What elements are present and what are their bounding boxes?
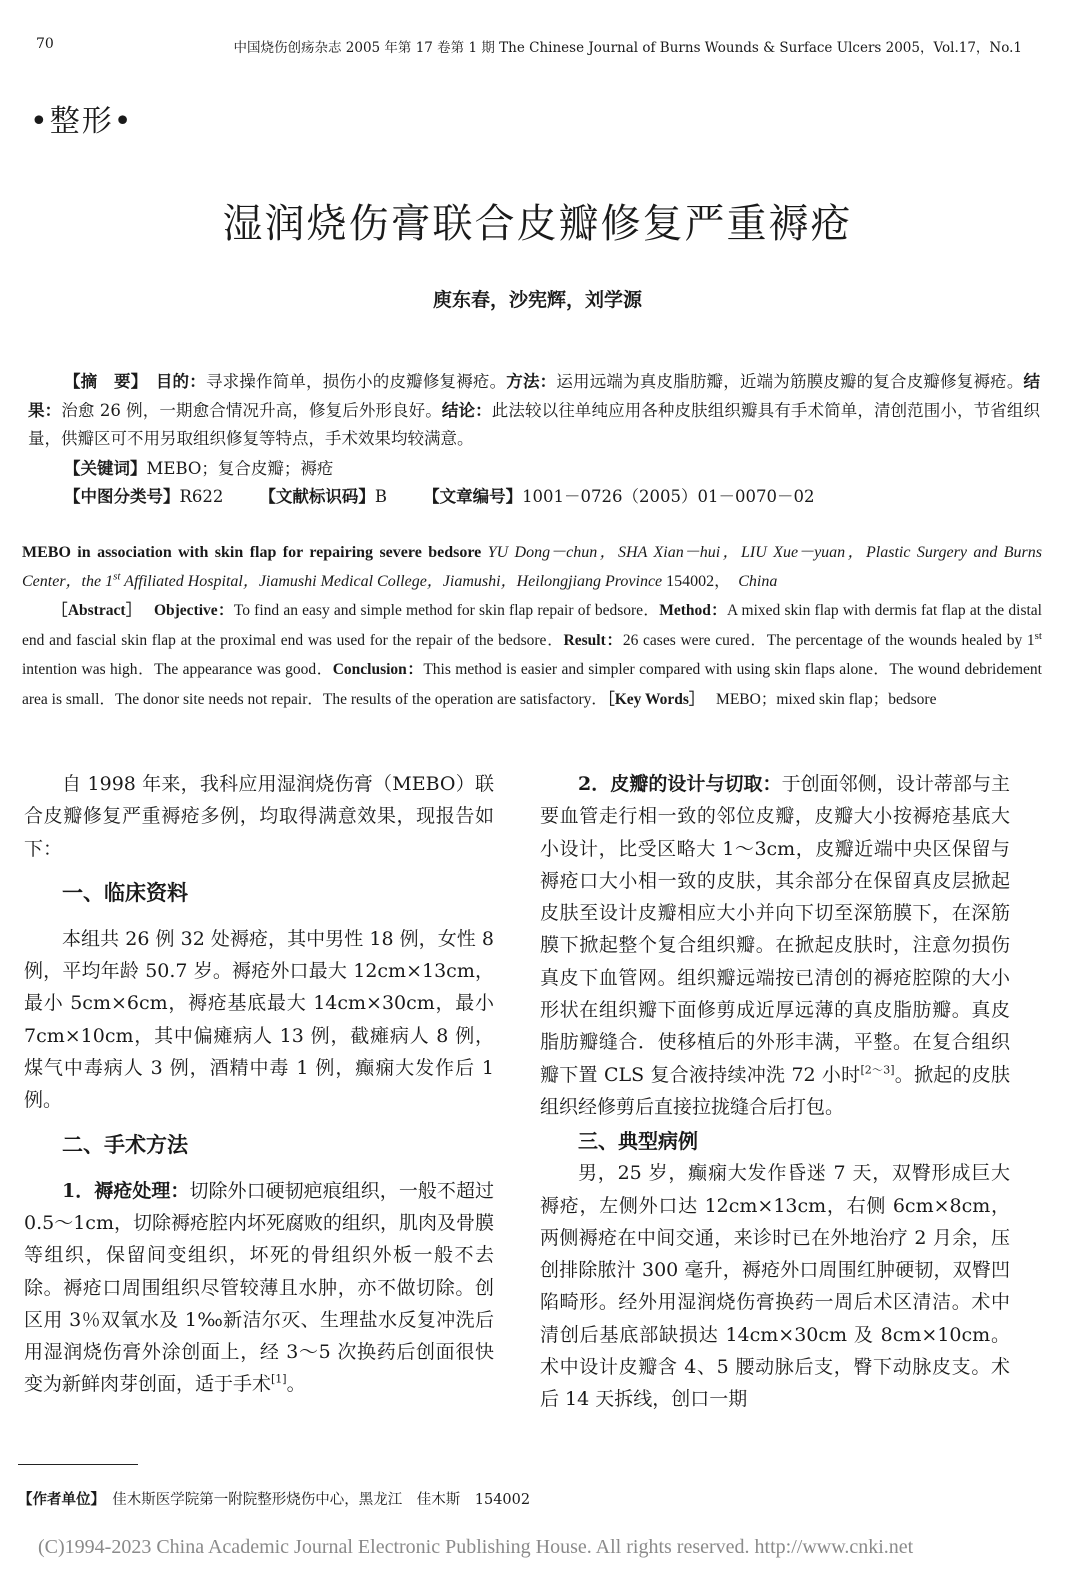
heading-clinical-data: 一、临床资料 [62, 879, 188, 905]
en-abstract-label: ［Abstract］ [52, 602, 134, 619]
footnote-text: 佳木斯医学院第一附院整形烧伤中心，黑龙江 佳木斯 154002 [112, 1492, 531, 1508]
result-label: 结果： [28, 372, 1041, 420]
classification-line [64, 483, 815, 507]
author-list: 庾东春，沙宪辉，刘学源 [432, 289, 642, 311]
clinical-data-paragraph: 本组共 26 例 32 处褥疮，其中男性 18 例，女性 8 例，平均年龄 50.7 岁。褥疮外口最大 12cm×13cm，最小 5cm×6cm，褥疮基底最大 14cm×30cm，最小 7cm×10cm，其中偏瘫病人 13 例，截瘫病人 8 例，煤气中毒病人 3 例，酒精中毒 1 例，癫痫大发作后 1 例。 [24, 927, 494, 1112]
en-objective-text: To find an easy and simple method for skin flap repair of bedsore． [233, 602, 660, 619]
clc-label: 【中图分类号】 [64, 487, 180, 506]
article-id-label: 【文章编号】 [423, 487, 523, 506]
english-title: MEBO in association with skin flap for repairing severe bedsore [22, 544, 482, 561]
heading-surgical-method: 二、手术方法 [62, 1131, 188, 1157]
flap-design-text-a: 于创面邻侧，设计蒂部与主要血管走行相一致的邻位皮瓣，皮瓣大小按褥疮基底大小设计，比受区略大 1～3cm，皮瓣近端中央区保留与褥疮口大小相一致的皮肤，其余部分在保留真皮层掀起皮肤至设计皮瓣相应大小并向下切至深筋膜下，在深筋膜下掀起整个复合组织瓣。在掀起皮肤时，注意勿损伤真皮下血管网。组织瓣远端按已清创的褥疮腔隙的大小形状在组织瓣下面修剪成近厚远薄的真皮脂肪瓣。真皮脂肪瓣缝合．使移植后的外形丰满，平整。在复合组织瓣下置 CLS 复合液持续冲洗 72 小时 [540, 773, 1010, 1086]
body-left-column [24, 768, 494, 1401]
citation-2-3: [2～3] [860, 1063, 895, 1077]
english-abstract [22, 596, 1042, 714]
footnote-rule [18, 1464, 138, 1465]
chinese-abstract [28, 368, 1040, 454]
doc-code-value: B [374, 487, 388, 506]
author-affiliation-footnote [18, 1488, 530, 1509]
en-result-text-b: intention was high．The appearance was good． [22, 661, 333, 678]
flap-design-text-b: 。掀起的皮肤组织经修剪后直接拉拢缝合后打包。 [540, 1063, 1010, 1118]
method-label: 方法： [506, 372, 557, 391]
en-method-label: Method： [659, 602, 728, 619]
en-result-text-a: 26 cases were cured．The percentage of the wounds healed by 1 [622, 631, 1035, 649]
en-keywords-text: MEBO；mixed skin flap；bedsore [716, 690, 937, 708]
english-affiliation-sup: st [113, 570, 121, 583]
english-affiliation-a: Plastic Surgery and Burns Center，the 1 [22, 544, 1043, 590]
english-affiliation-b: Affiliated Hospital，Jiamushi Medical College，Jiamushi，Heilongjiang Province [120, 573, 667, 590]
heading-typical-case: 三、典型病例 [578, 1129, 698, 1154]
english-country: China [738, 573, 778, 590]
bedsore-treatment-label: 1．褥疮处理： [62, 1179, 190, 1202]
typical-case-paragraph: 男，25 岁，癫痫大发作昏迷 7 天，双臀形成巨大褥疮，左侧外口达 12cm×13cm，右侧 6cm×8cm，两侧褥疮在中间交通，来诊时已在外地治疗 2 月余，压创排除脓汁 300 毫升，褥疮外口周围红肿硬韧，双臀凹陷畸形。经外用湿润烧伤膏换药一周后术区清洁。术中清创后基底部缺损达 14cm×30cm 及 8cm×10cm。术中设计皮瓣含 4、5 腰动脉后支，臀下动脉皮支。术后 14 天拆线，创口一期 [540, 1162, 1010, 1411]
bedsore-treatment-end: 。 [286, 1373, 306, 1396]
en-result-label: Result： [563, 631, 623, 649]
bedsore-treatment-text: 切除外口硬韧疤痕组织，一般不超过 0.5～1cm，切除褥疮腔内坏死腐败的组织，肌肉及骨膜等组织，保留间变组织，坏死的骨组织外板一般不去除。褥疮口周围组织尽管较薄且水肿，亦不做切除。创区用 3％双氧水及 1‰新洁尔灭、生理盐水反复冲洗后用湿润烧伤膏外涂创面上，经 3～5 次换药后创面很快变为新鲜肉芽创面，适于手术 [24, 1179, 494, 1396]
objective-label: 目的： [155, 372, 206, 391]
conclusion-label: 结论： [441, 400, 492, 420]
citation-1: [1] [271, 1373, 287, 1387]
intro-paragraph: 自 1998 年来，我科应用湿润烧伤膏（MEBO）联合皮瓣修复严重褥疮多例，均取得满意效果，现报告如下： [24, 773, 494, 860]
result-text: 治愈 26 例，一期愈合情况升高，修复后外形良好。 [61, 400, 442, 420]
en-result-sup: st [1034, 629, 1042, 642]
copyright-watermark: (C)1994-2023 China Academic Journal Electronic Publishing House. All rights reserved. http://www.cnki.net [38, 1536, 914, 1558]
flap-design-paragraph [540, 768, 1010, 1123]
flap-design-label: 2．皮瓣的设计与切取： [578, 773, 782, 795]
keywords-line [64, 455, 333, 479]
en-method-text: A mixed skin flap with dermis fat flap at the distal end and fascial skin flap at the proximal end was used for the repair of the bedsore． [22, 602, 1042, 649]
en-conclusion-text: This method is easier and simpler compared with using skin flaps alone．The wound debridement area is small．The donor site needs not repair．The results of the operation are satisfactory． [22, 661, 1042, 708]
bedsore-treatment-paragraph [24, 1175, 494, 1401]
en-objective-label: Objective： [153, 602, 234, 619]
page-number: 70 [36, 36, 54, 52]
en-conclusion-label: Conclusion： [332, 661, 424, 678]
keywords-label: 【关键词】 [64, 459, 147, 478]
journal-running-head: 中国烧伤创疡杂志 2005 年第 17 卷第 1 期 The Chinese Journal of Burns Wounds & Surface Ulcers 2005，Vol.17，No.1 [233, 40, 1022, 56]
article-title: 湿润烧伤膏联合皮瓣修复严重褥疮 [222, 201, 853, 247]
section-tag: •整形• [30, 104, 134, 139]
page-header [36, 36, 1036, 60]
clc-value: R622 [179, 487, 224, 506]
method-text: 运用远端为真皮脂肪瓣，近端为筋膜皮瓣的复合皮瓣修复褥疮。 [556, 372, 1024, 391]
footnote-label: 【作者单位】 [18, 1491, 98, 1508]
english-title-block [22, 538, 1042, 596]
en-keywords-label: ［Key Words］ [606, 690, 697, 708]
english-postcode: 154002， [666, 573, 723, 590]
body-right-column [540, 768, 1010, 1416]
abstract-label: 【摘 要】 [64, 372, 140, 391]
doc-code-label: 【文献标识码】 [259, 487, 375, 506]
english-authors: YU Dong－chun，SHA Xian－hui，LIU Xue－yuan， [487, 544, 867, 561]
objective-text: 寻求操作简单，损伤小的皮瓣修复褥疮。 [205, 372, 507, 391]
article-id-value: 1001－0726（2005）01－0070－02 [522, 487, 815, 506]
conclusion-text: 此法较以往单纯应用各种皮肤组织瓣具有手术简单，清创范围小，节省组织量，供瓣区可不用另取组织修复等特点，手术效果均较满意。 [28, 400, 1040, 448]
keywords-value: MEBO；复合皮瓣；褥疮 [146, 459, 334, 478]
